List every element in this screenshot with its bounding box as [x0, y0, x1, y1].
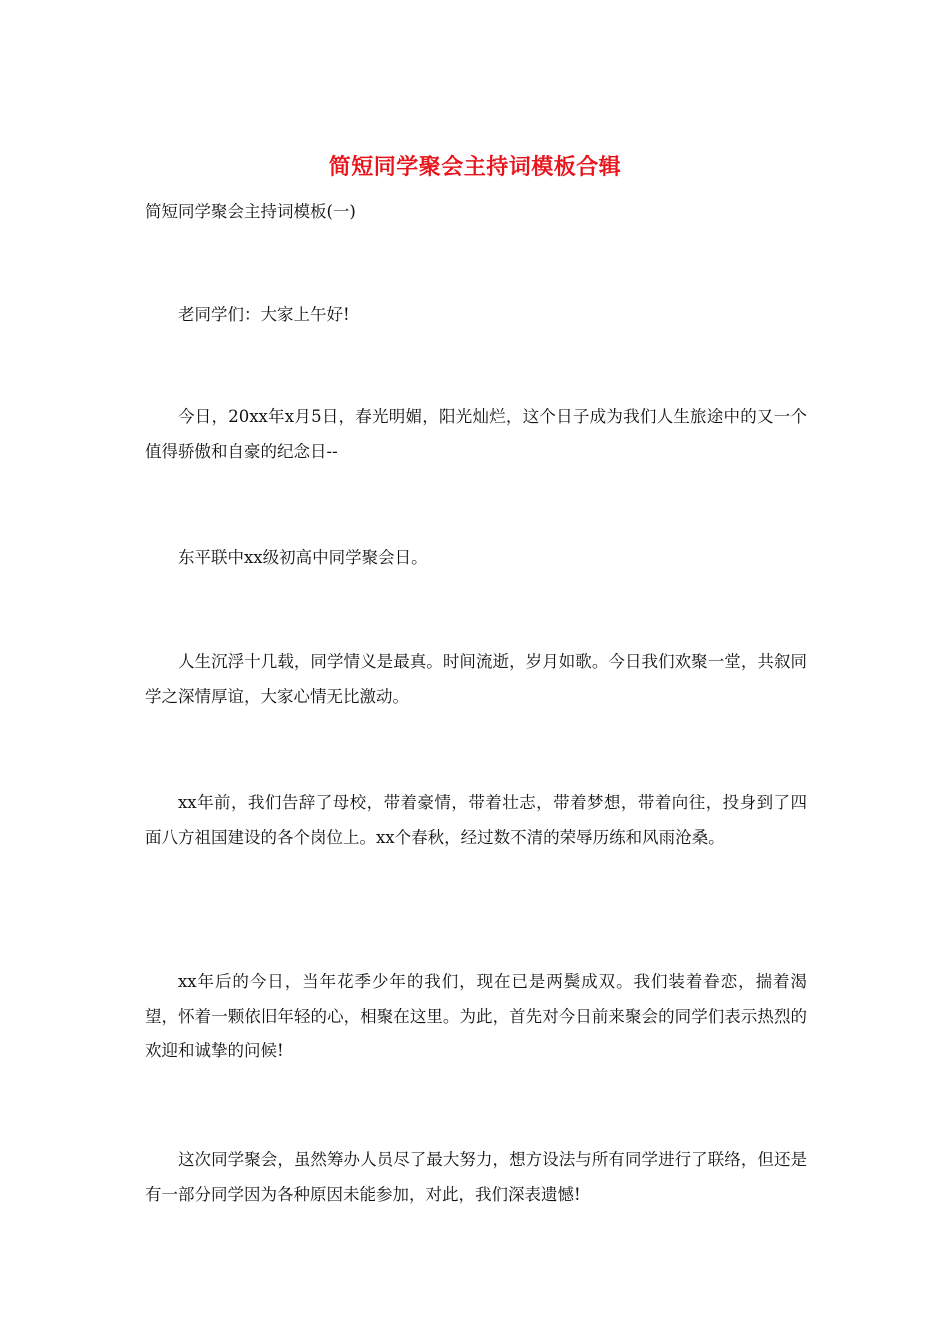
paragraph-greeting: 老同学们：大家上午好!	[178, 305, 350, 324]
paragraph-today: xx年后的今日，当年花季少年的我们，现在已是两鬓成双。我们装着眷恋，揣着渴望，怀着一颗依旧年轻的心，相聚在这里。为此，首先对今日前来聚会的同学们表示热烈的欢迎和诚挚的问候!	[145, 972, 807, 1060]
paragraph-friendship: 人生沉浮十几载，同学情义是最真。时间流逝，岁月如歌。今日我们欢聚一堂，共叙同学之深情厚谊，大家心情无比激动。	[145, 652, 807, 706]
paragraph-event: 东平联中xx级初高中同学聚会日。	[178, 548, 428, 567]
paragraph-regret: 这次同学聚会，虽然筹办人员尽了最大努力，想方设法与所有同学进行了联络，但还是有一部分同学因为各种原因未能参加，对此，我们深表遗憾!	[145, 1150, 807, 1204]
paragraph-date: 今日，20xx年x月5日，春光明媚，阳光灿烂，这个日子成为我们人生旅途中的又一个值得骄傲和自豪的纪念日--	[145, 407, 807, 461]
paragraph-years-ago: xx年前，我们告辞了母校，带着豪情，带着壮志，带着梦想，带着向往，投身到了四面八方祖国建设的各个岗位上。xx个春秋，经过数不清的荣辱历练和风雨沧桑。	[145, 793, 807, 847]
section-heading: 简短同学聚会主持词模板(一)	[145, 202, 356, 221]
document-title: 简短同学聚会主持词模板合辑	[328, 154, 622, 180]
